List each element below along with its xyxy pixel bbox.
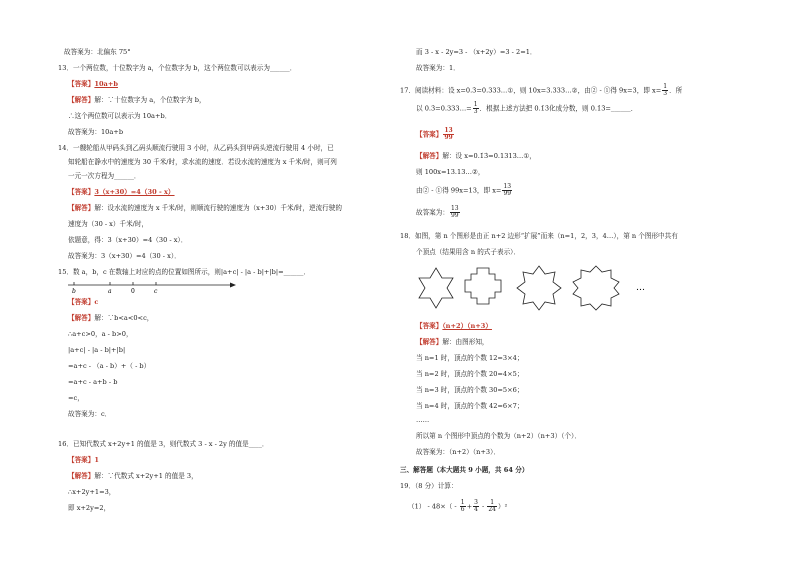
question-17: 17．阅读材料：设 x=0.3̇=0.333…①，则 10x=3.333…②，由② - ①得 9x=3，即 x= $\frac{1}{3}$ ．所 — [400, 83, 683, 97]
shapes-figure — [414, 262, 654, 314]
solution-line: 则 100x=13.13…②， — [416, 168, 485, 176]
label-c: c — [154, 288, 158, 295]
answer-line: 故答案为：c． — [68, 410, 112, 418]
question-18: 18．如图，第 n 个图形是由正 n+2 边形“扩展”而来（n=1，2，3，4…），第 n 个图形中共有 — [400, 232, 678, 240]
fraction: $\frac{13}{99}$ — [450, 205, 459, 219]
solution-line: ∴这个两位数可以表示为 10a+b． — [68, 112, 172, 120]
question-14-line2: 知轮船在静水中的速度为 30 千米/时，求水流的速度．若设水流的速度为 x 千米/时，则可列 — [68, 158, 337, 166]
question-16: 16．已知代数式 x+2y+1 的值是 3，则代数式 3 - x - 2y 的值是____． — [58, 440, 269, 448]
fraction: $\frac{13}{99}$ — [444, 127, 453, 141]
solution-line: =a+c - a+b - b — [68, 378, 118, 386]
solution-line: 当 n=4 时，顶点的个数 42=6×7； — [416, 402, 524, 410]
fraction: $\frac{3}{4}$ — [474, 499, 478, 513]
star-shape-3 — [517, 266, 561, 310]
answer-line: 故答案为：（n+2）（n+3）． — [416, 448, 500, 456]
solution-14: 【解答】解：设水流的速度为 x 千米/时，则顺流行驶的速度为（x+30）千米/时，逆流行驶的 — [68, 204, 342, 212]
question-19: 19．（8 分）计算： — [400, 482, 458, 490]
solution-line: 而 3 - x - 2y=3 - （x+2y）=3 - 2=1． — [416, 48, 537, 56]
question-15: 15．数 a，b，c 在数轴上对应的点的位置如图所示，则|a+c| - |a - b|+|b|=______． — [58, 268, 311, 276]
answer-line: 故答案为：10a+b — [68, 128, 124, 136]
star-shape-1 — [419, 268, 453, 308]
flower-shape-4 — [573, 266, 619, 310]
solution-line: =a+c - （a - b）+（ - b） — [68, 362, 151, 370]
solution-line: 当 n=2 时，顶点的个数 20=4×5； — [416, 370, 524, 378]
number-line-figure — [68, 280, 238, 296]
answer-line: 故答案为： $\frac{13}{99}$ — [416, 205, 459, 219]
fraction: $\frac{1}{6}$ — [460, 499, 465, 513]
answer-15: 【答案】c — [68, 298, 99, 306]
cross-shape-2 — [465, 268, 501, 304]
solution-line: 速度为（30 - x）千米/时， — [68, 220, 149, 228]
answer-13: 【答案】10a+b — [68, 80, 118, 88]
fraction: $\frac{1}{3}$ — [663, 83, 668, 97]
label-zero: 0 — [131, 288, 135, 295]
question-14-line3: 一元一次方程为______． — [68, 172, 141, 180]
solution-line: ∴x+2y+1=3， — [68, 488, 116, 496]
solution-line: 当 n=1 时，顶点的个数 12=3×4； — [416, 354, 524, 362]
label-a: a — [108, 288, 112, 295]
answer-18: 【答案】（n+2）（n+3） — [416, 322, 492, 330]
solution-line: 所以第 n 个图形中顶点的个数为（n+2）（n+3）（个）． — [416, 432, 581, 440]
solution-line: 即 x+2y=2， — [68, 504, 111, 512]
answer-line: 故答案为：1． — [416, 64, 460, 72]
question-14: 14．一艘轮船从甲码头到乙码头顺流行驶用 3 小时，从乙码头到甲码头逆流行驶用 4 小时，已 — [58, 144, 334, 152]
question-18-line2: 个顶点（结果用含 n 的式子表示）． — [416, 248, 521, 256]
solution-line: ∴a+c>0，a - b>0， — [68, 330, 133, 338]
solution-line: 依题意，得：3（x+30）=4（30 - x）． — [68, 236, 188, 244]
fraction: $\frac{13}{99}$ — [503, 183, 512, 197]
fraction: $\frac{1}{24}$ — [488, 499, 496, 513]
answer-17: 【答案】 $\frac{13}{99}$ — [416, 127, 453, 141]
solution-13: 【解答】解：∵十位数字为 a，个位数字为 b， — [68, 96, 206, 104]
solution-15: 【解答】解：∵b<a<0<c， — [68, 314, 154, 322]
question-19-part1: （1） - 48×（ - $\frac{1}{6}$ + $\frac{3}{4}$ - $\frac{1}{24}$ ）² — [408, 499, 508, 513]
answer-14: 【答案】3（x+30）=4（30 - x） — [68, 188, 175, 196]
solution-17: 【解答】解：设 x=0.1̇3̇=0.1313…①， — [416, 152, 536, 160]
solution-line: …… — [416, 416, 430, 424]
axis-arrow-icon — [230, 283, 236, 288]
ellipsis: … — [636, 283, 645, 293]
question-13: 13．一个两位数，十位数字为 a，个位数字为 b，这个两位数可以表示为______． — [58, 64, 297, 72]
section-heading: 三、解答题（本大题共 9 小题，共 64 分） — [400, 466, 529, 474]
solution-line: 由② - ①得 99x=13，即 x= $\frac{13}{99}$ — [416, 183, 512, 197]
solution-18: 【解答】解：由图形知， — [416, 338, 489, 346]
solution-16: 【解答】解：∵代数式 x+2y+1 的值是 3， — [68, 472, 198, 480]
question-17-line2: 以 0.3̇=0.333…= $\frac{1}{3}$ ．根据上述方法把 0.1̇3̇化成分数，则 0.1̇3̇=______． — [416, 101, 638, 115]
fraction: $\frac{1}{3}$ — [473, 101, 478, 115]
answer-16: 【答案】1 — [68, 456, 99, 464]
solution-line: =c， — [68, 394, 84, 402]
solution-line: |a+c| - |a - b|+|b| — [68, 346, 126, 354]
label-b: b — [72, 288, 76, 295]
solution-line: 当 n=3 时，顶点的个数 30=5×6； — [416, 386, 524, 394]
answer-line: 故答案为：3（x+30）=4（30 - x）． — [68, 252, 181, 260]
answer-line: 故答案为：北偏东 75° — [64, 48, 131, 56]
